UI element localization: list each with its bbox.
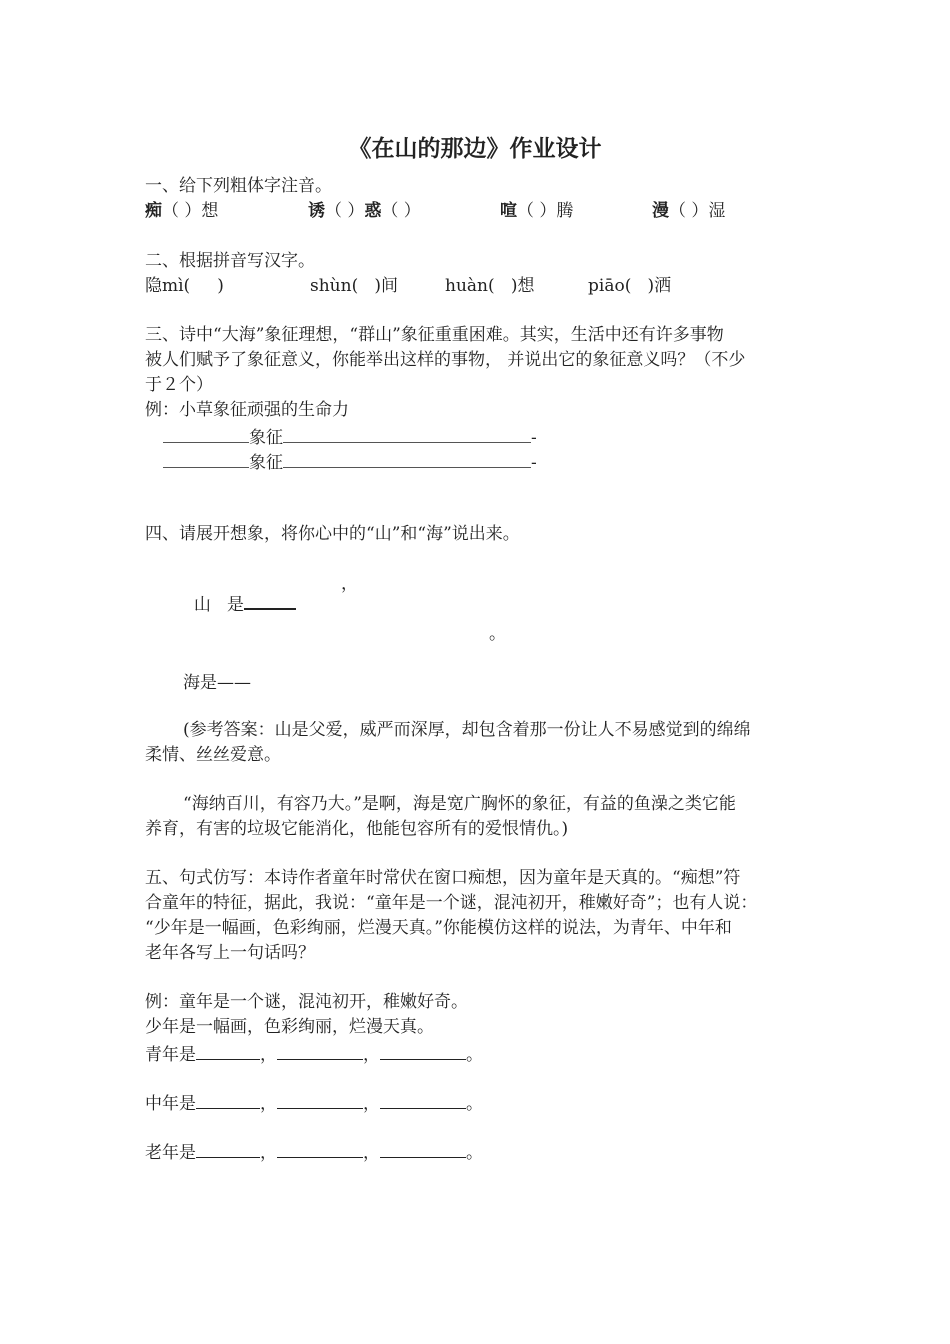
q5-youth-blank-3[interactable] bbox=[380, 1044, 466, 1060]
q3-line-3: 于２个） bbox=[145, 375, 213, 395]
q4-mountain-row bbox=[183, 576, 296, 614]
q4-answer-line-2: 柔情、丝丝爱意。 bbox=[145, 745, 281, 765]
q1-rest-man: 湿 bbox=[708, 201, 726, 221]
q2-item-piao[interactable]: piāo( )洒 bbox=[588, 276, 672, 296]
q5-old-blank-1[interactable] bbox=[196, 1142, 260, 1158]
q4-sea-label[interactable]: 海是—— bbox=[183, 673, 251, 693]
q3-trail-2: - bbox=[531, 453, 537, 473]
q5-middle-blank-3[interactable] bbox=[380, 1093, 466, 1109]
q1-group-xuan bbox=[500, 203, 573, 220]
q1-blank-man[interactable]: （ ） bbox=[669, 201, 709, 221]
q5-line-2: 合童年的特征，据此，我说：“童年是一个谜，混沌初开，稚嫩好奇”；也有人说： bbox=[145, 893, 758, 913]
q5-sep: ， bbox=[260, 1143, 277, 1163]
q2-heading: 二、根据拼音写汉字。 bbox=[145, 251, 315, 271]
q1-char-man: 漫 bbox=[652, 201, 669, 221]
q1-char-you: 诱 bbox=[308, 201, 325, 221]
q1-char-xuan: 喧 bbox=[500, 201, 517, 221]
q1-rest-chi: 想 bbox=[201, 201, 219, 221]
q1-blank-huo[interactable]: （ ） bbox=[381, 201, 421, 221]
q2-item-shun[interactable]: shùn( )间 bbox=[310, 276, 399, 296]
q5-youth-label: 青年是 bbox=[145, 1045, 196, 1065]
q1-char-chi: 痴 bbox=[145, 201, 162, 221]
q5-line-4: 老年各写上一句话吗？ bbox=[145, 943, 315, 963]
q1-blank-chi[interactable]: （ ） bbox=[162, 201, 202, 221]
q4-comma: ， bbox=[341, 574, 358, 594]
q1-blank-xuan[interactable]: （ ） bbox=[517, 201, 557, 221]
page-title: 《在山的那边》作业设计 bbox=[348, 136, 602, 162]
q4-answer-line-4: 养育，有害的垃圾它能消化，他能包容所有的爱恨情仇。) bbox=[145, 819, 569, 839]
q5-middle-blank-1[interactable] bbox=[196, 1093, 260, 1109]
q4-period: 。 bbox=[489, 624, 506, 644]
q5-end: 。 bbox=[466, 1094, 483, 1114]
q4-answer-line-3: “海纳百川，有容乃大。”是啊，海是宽广胸怀的象征，有益的鱼澡之类它能 bbox=[183, 794, 736, 814]
q4-mountain-label: 山 是 bbox=[193, 595, 245, 615]
q3-blank-meaning-2[interactable] bbox=[283, 452, 531, 468]
q2-item-huan[interactable]: huàn( )想 bbox=[445, 276, 535, 296]
q4-heading: 四、请展开想象，将你心中的“山”和“海”说出来。 bbox=[145, 524, 520, 544]
q5-old-row bbox=[145, 1142, 483, 1162]
q1-heading: 一、给下列粗体字注音。 bbox=[145, 176, 332, 196]
q4-mountain-blank[interactable] bbox=[244, 593, 296, 610]
q5-old-blank-2[interactable] bbox=[277, 1142, 363, 1158]
q5-example-2: 少年是一幅画，色彩绚丽，烂漫天真。 bbox=[145, 1017, 434, 1037]
q3-blank-meaning-1[interactable] bbox=[283, 427, 531, 443]
q1-blank-you[interactable]: （ ） bbox=[325, 201, 365, 221]
q3-answer-row-2 bbox=[163, 452, 537, 472]
q1-char-huo: 惑 bbox=[364, 201, 382, 221]
q3-line-2: 被人们赋予了象征意义，你能举出这样的事物， 并说出它的象征意义吗？（不少 bbox=[145, 350, 746, 370]
q5-example-1: 例：童年是一个谜，混沌初开，稚嫩好奇。 bbox=[145, 992, 468, 1012]
q5-sep: ， bbox=[260, 1094, 277, 1114]
q1-items bbox=[145, 203, 218, 220]
q5-middle-label: 中年是 bbox=[145, 1094, 196, 1114]
q3-example: 例：小草象征顽强的生命力 bbox=[145, 400, 349, 420]
q1-group-man bbox=[652, 203, 725, 220]
q5-sep: ， bbox=[363, 1094, 380, 1114]
q5-sep: ， bbox=[260, 1045, 277, 1065]
q5-middle-blank-2[interactable] bbox=[277, 1093, 363, 1109]
q1-group-youhuo bbox=[308, 203, 421, 220]
q1-rest-xuan: 腾 bbox=[556, 201, 574, 221]
q3-blank-thing-1[interactable] bbox=[163, 427, 249, 443]
q3-symbol-word-1: 象征 bbox=[249, 428, 283, 448]
q3-line-1: 三、诗中“大海”象征理想，“群山”象征重重困难。其实，生活中还有许多事物 bbox=[145, 325, 724, 345]
q5-old-blank-3[interactable] bbox=[380, 1142, 466, 1158]
q5-sep: ， bbox=[363, 1045, 380, 1065]
q3-symbol-word-2: 象征 bbox=[249, 453, 283, 473]
q5-youth-blank-2[interactable] bbox=[277, 1044, 363, 1060]
q5-sep: ， bbox=[363, 1143, 380, 1163]
q3-blank-thing-2[interactable] bbox=[163, 452, 249, 468]
q5-youth-blank-1[interactable] bbox=[196, 1044, 260, 1060]
q5-youth-row bbox=[145, 1044, 483, 1064]
q5-line-1: 五、句式仿写：本诗作者童年时常伏在窗口痴想，因为童年是天真的。“痴想”符 bbox=[145, 868, 741, 888]
q5-old-label: 老年是 bbox=[145, 1143, 196, 1163]
q5-end: 。 bbox=[466, 1143, 483, 1163]
q5-middle-row bbox=[145, 1093, 483, 1113]
q5-line-3: “少年是一幅画，色彩绚丽，烂漫天真。”你能模仿这样的说法，为青年、中年和 bbox=[145, 918, 732, 938]
q4-answer-line-1: (参考答案：山是父爱，威严而深厚，却包含着那一份让人不易感觉到的绵绵 bbox=[183, 720, 751, 740]
q2-item-mi[interactable]: 隐mì( ) bbox=[145, 276, 224, 296]
q3-trail-1: - bbox=[531, 428, 537, 448]
q5-end: 。 bbox=[466, 1045, 483, 1065]
q3-answer-row-1 bbox=[163, 427, 537, 447]
